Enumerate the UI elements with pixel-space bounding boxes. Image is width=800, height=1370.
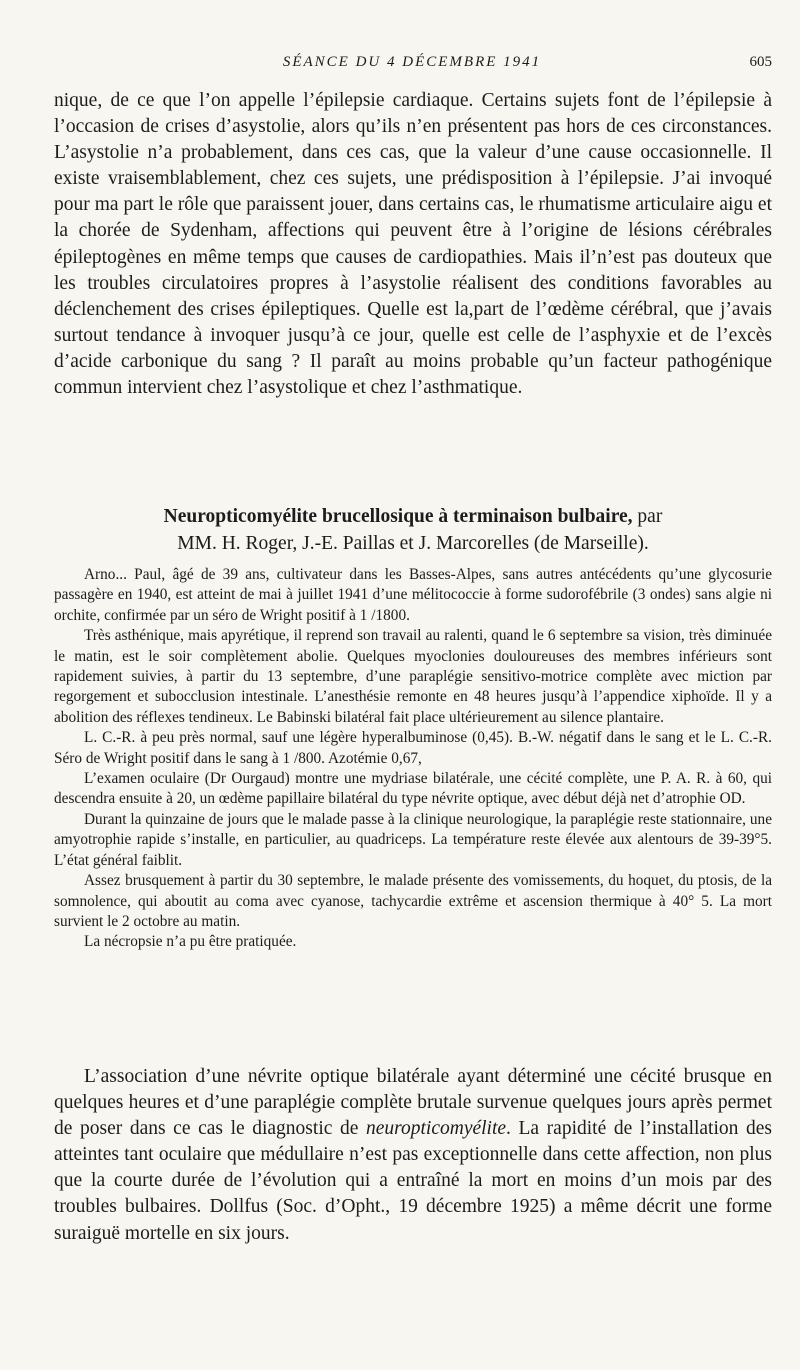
section-title (54, 503, 772, 557)
case-paragraph: Arno... Paul, âgé de 39 ans, cultivateur dans les Basses-Alpes, sans autres antécédents qu’une glycosurie passagère en 1940, est atteint de mai à juillet 1941 d’une mélitococcie à forme sudorofébrile (3 ondes) sans algie ni orchite, confirmée par un séro de Wright positif à 1 /1800. (54, 566, 772, 624)
discussion-term: neuropticomyélite (365, 1118, 507, 1140)
case-paragraph: Durant la quinzaine de jours que le malade passe à la clinique neurologique, la paraplégie reste stationnaire, une amyotrophie rapide s’installe, en particulier, au quadriceps. La température reste élevée aux alentours de 39-39°5. L’état général faiblit. (54, 810, 772, 869)
case-report (54, 565, 772, 953)
case-paragraph: Assez brusquement à partir du 30 septembre, le malade présente des vomissements, du hoquet, du ptosis, de la somnolence, qui aboutit au coma avec cyanose, tachycardie extrême et ascension thermique à 40° 5. La mort survient le 2 octobre au matin. (54, 872, 772, 930)
page-number: 605 (749, 54, 772, 70)
running-head (52, 54, 772, 78)
case-paragraph: La nécropsie n’a pu être pratiquée. (84, 933, 297, 951)
case-paragraph: Très asthénique, mais apyrétique, il reprend son travail au ralenti, quand le 6 septembre sa vision, très diminuée le matin, est le soir complètement abolie. Quelques myoclonies douloureuses des membres inférieurs sont rapidement suivies, à partir du 13 septembre, d’une paraplégie sensitivo-motrice complète avec miction par regorgement et subocclusion intestinale. L’anesthésie remonte en 48 heures jusqu’à l’appendice xiphoïde. Il y a abolition des réflexes tendineux. Le Babinski bilatéral fait place ultérieurement au silence plantaire. (54, 627, 772, 726)
section-title-text: Neuropticomyélite brucellosique à terminaison bulbaire, (163, 506, 633, 527)
section-authors: MM. H. Roger, J.-E. Paillas et J. Marcorelles (de Marseille). (177, 533, 649, 554)
case-paragraph: L. C.-R. à peu près normal, sauf une légère hyperalbuminose (0,45). B.-W. négatif dans le sang et le L. C.-R. Séro de Wright positif dans le sang à 1 /800. Azotémie 0,67, (54, 729, 772, 767)
discussion-text-1: L’association d’une névrite optique bilatérale ayant déterminé une cécité brusque en quelques heures et d’une paraplégie complète brutale survenue quelques jours après permet de poser dans ce cas le diagnostic de (54, 1066, 772, 1140)
discussion-text-2: . La rapidité de l’installation des atteintes tant oculaire que médullaire n’est pas exceptionnelle dans cette affection, non plus que la courte durée de l’évolution qui a entraîné la mort en moins d’un mois par des troubles bulbaires. Dollfus (Soc. d’Opht., 19 décembre 1925) a même décrit une forme suraiguë mortelle en six jours. (54, 1118, 772, 1244)
intro-paragraph: nique, de ce que l’on appelle l’épilepsie cardiaque. Certains sujets font de l’épilepsie à l’occasion de crises d’asystolie, alors qu’ils n’en présentent pas hors de ces circonstances. L’asystolie n’a probablement, dans ces cas, que la valeur d’une cause occasionnelle. Il existe vraisemblablement, chez ces sujets, une prédisposition à l’épilepsie. J’ai invoqué pour ma part le rôle que paraissent jouer, dans certains cas, le rhumatisme articulaire aigu et la chorée de Sydenham, affections qui peuvent être à l’origine de lésions cérébrales épileptogènes en même temps que causes de cardiopathies. Mais il’n’est pas douteux que les troubles circulatoires propres à l’asystolie réalisent des conditions favorables au déclenchement des crises épileptiques. Quelle est la,part de l’œdème cérébral, que j’avais surtout tendance à invoquer jusqu’à ce jour, quelle est celle de l’asphyxie et de l’excès d’acide carbonique du sang ? Il paraît au moins probable qu’un facteur pathogénique commun intervient chez l’asystolique et chez l’asthmatique. (54, 90, 772, 399)
case-paragraph: L’examen oculaire (Dr Ourgaud) montre une mydriase bilatérale, une cécité complète, une P. A. R. à 60, qui descendra ensuite à 20, un œdème papillaire bilatéral du type névrite optique, avec début déjà net d’atrophie OD. (54, 770, 772, 808)
section-title-by: par (632, 506, 663, 527)
running-title: SÉANCE DU 4 DÉCEMBRE 1941 (282, 54, 542, 70)
discussion-paragraph (54, 1064, 772, 1247)
